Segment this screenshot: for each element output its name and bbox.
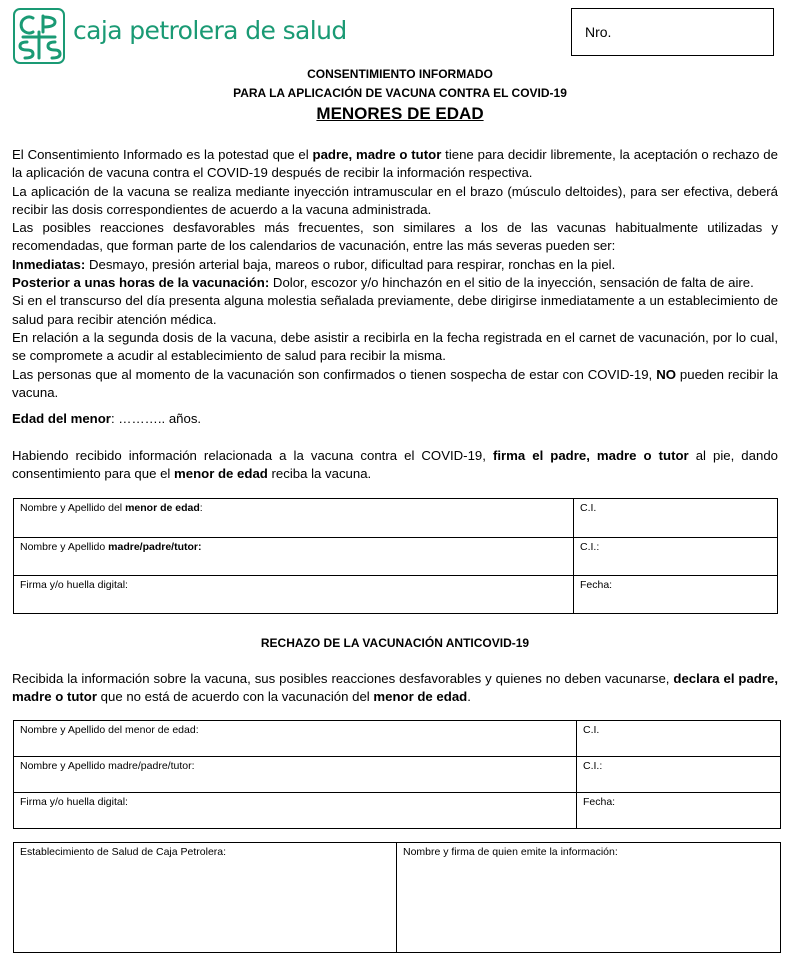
paragraph: El Consentimiento Informado es la potestad que el padre, madre o tutor tiene para decidir libremente, la aceptación o rechazo de la aplicación de vacuna contra el COVID-19 después de recibir la información respectiva.	[12, 147, 778, 181]
guardian-name-field[interactable]: Nombre y Apellido madre/padre/tutor:	[14, 538, 574, 576]
consent-form-table	[13, 498, 778, 614]
paragraph: Inmediatas: Desmayo, presión arterial baja, mareos o rubor, dificultad para respirar, ronchas en la piel.	[12, 256, 616, 272]
paragraph: En relación a la segunda dosis de la vacuna, debe asistir a recibirla en la fecha registrada en el carnet de vacunación, por lo cual, se compromete a acudir al establecimiento de salud para recibir la misma.	[12, 329, 778, 364]
minor-id-field[interactable]: C.I.	[577, 721, 781, 757]
signature-field[interactable]: Firma y/o huella digital:	[14, 576, 574, 614]
title-line-1: CONSENTIMIENTO INFORMADO	[307, 67, 493, 81]
minor-name-field[interactable]: Nombre y Apellido del menor de edad:	[14, 499, 574, 538]
issuer-signature-field[interactable]: Nombre y firma de quien emite la información:	[397, 843, 781, 953]
establishment-table	[13, 842, 781, 953]
guardian-id-field[interactable]: C.I.:	[574, 538, 778, 576]
cps-cross-logo-icon	[13, 8, 65, 64]
rejection-paragraph: Recibida la información sobre la vacuna, sus posibles reacciones desfavorables y quienes no deben vacunarse, declara el padre, madre o tutor que no está de acuerdo con la vacunación del menor de edad.	[12, 671, 778, 705]
rejection-form-table	[13, 720, 781, 829]
subtitle: MENORES DE EDAD	[316, 104, 484, 123]
minor-id-field[interactable]: C.I.	[574, 499, 778, 538]
paragraph: Posterior a unas horas de la vacunación: Dolor, escozor y/o hinchazón en el sitio de la inyección, sensación de falta de aire.	[12, 275, 754, 291]
paragraph: La aplicación de la vacuna se realiza mediante inyección intramuscular en el brazo (músculo deltoides), para ser efectiva, deberá recibir las dosis correspondientes de acuerdo a la vacuna administrada.	[12, 183, 778, 217]
date-field[interactable]: Fecha:	[574, 576, 778, 614]
number-label: Nro.	[585, 24, 612, 40]
age-line: Edad del menor: ……….. años.	[12, 411, 202, 426]
title-line-2: PARA LA APLICACIÓN DE VACUNA CONTRA EL COVID-19	[233, 86, 567, 100]
signature-field[interactable]: Firma y/o huella digital:	[14, 793, 577, 829]
date-field[interactable]: Fecha:	[577, 793, 781, 829]
paragraph: Las posibles reacciones desfavorables más frecuentes, son similares a los de las vacunas habitualmente utilizadas y recomendadas, que forman parte de los calendarios de vacunación, entre las más severas pueden ser:	[12, 220, 778, 254]
number-field[interactable]	[571, 8, 774, 56]
info-section	[12, 146, 778, 402]
logo-text: caja petrolera de salud	[73, 16, 347, 45]
paragraph: Las personas que al momento de la vacunación son confirmados o tienen sospecha de estar con COVID-19, NO pueden recibir la vacuna.	[12, 366, 779, 400]
rejection-title: RECHAZO DE LA VACUNACIÓN ANTICOVID-19	[260, 636, 530, 650]
guardian-name-field[interactable]: Nombre y Apellido madre/padre/tutor:	[14, 757, 577, 793]
guardian-id-field[interactable]: C.I.:	[577, 757, 781, 793]
paragraph: Si en el transcurso del día presenta alguna molestia señalada previamente, debe dirigirse inmediatamente a un establecimiento de salud para recibir atención médica.	[12, 293, 778, 327]
consent-paragraph: Habiendo recibido información relacionada a la vacuna contra el COVID-19, firma el padre, madre o tutor al pie, dando consentimiento para que el menor de edad reciba la vacuna.	[12, 448, 778, 482]
health-establishment-field[interactable]: Establecimiento de Salud de Caja Petrolera:	[14, 843, 397, 953]
logo	[13, 8, 347, 68]
minor-name-field[interactable]: Nombre y Apellido del menor de edad:	[14, 721, 577, 757]
